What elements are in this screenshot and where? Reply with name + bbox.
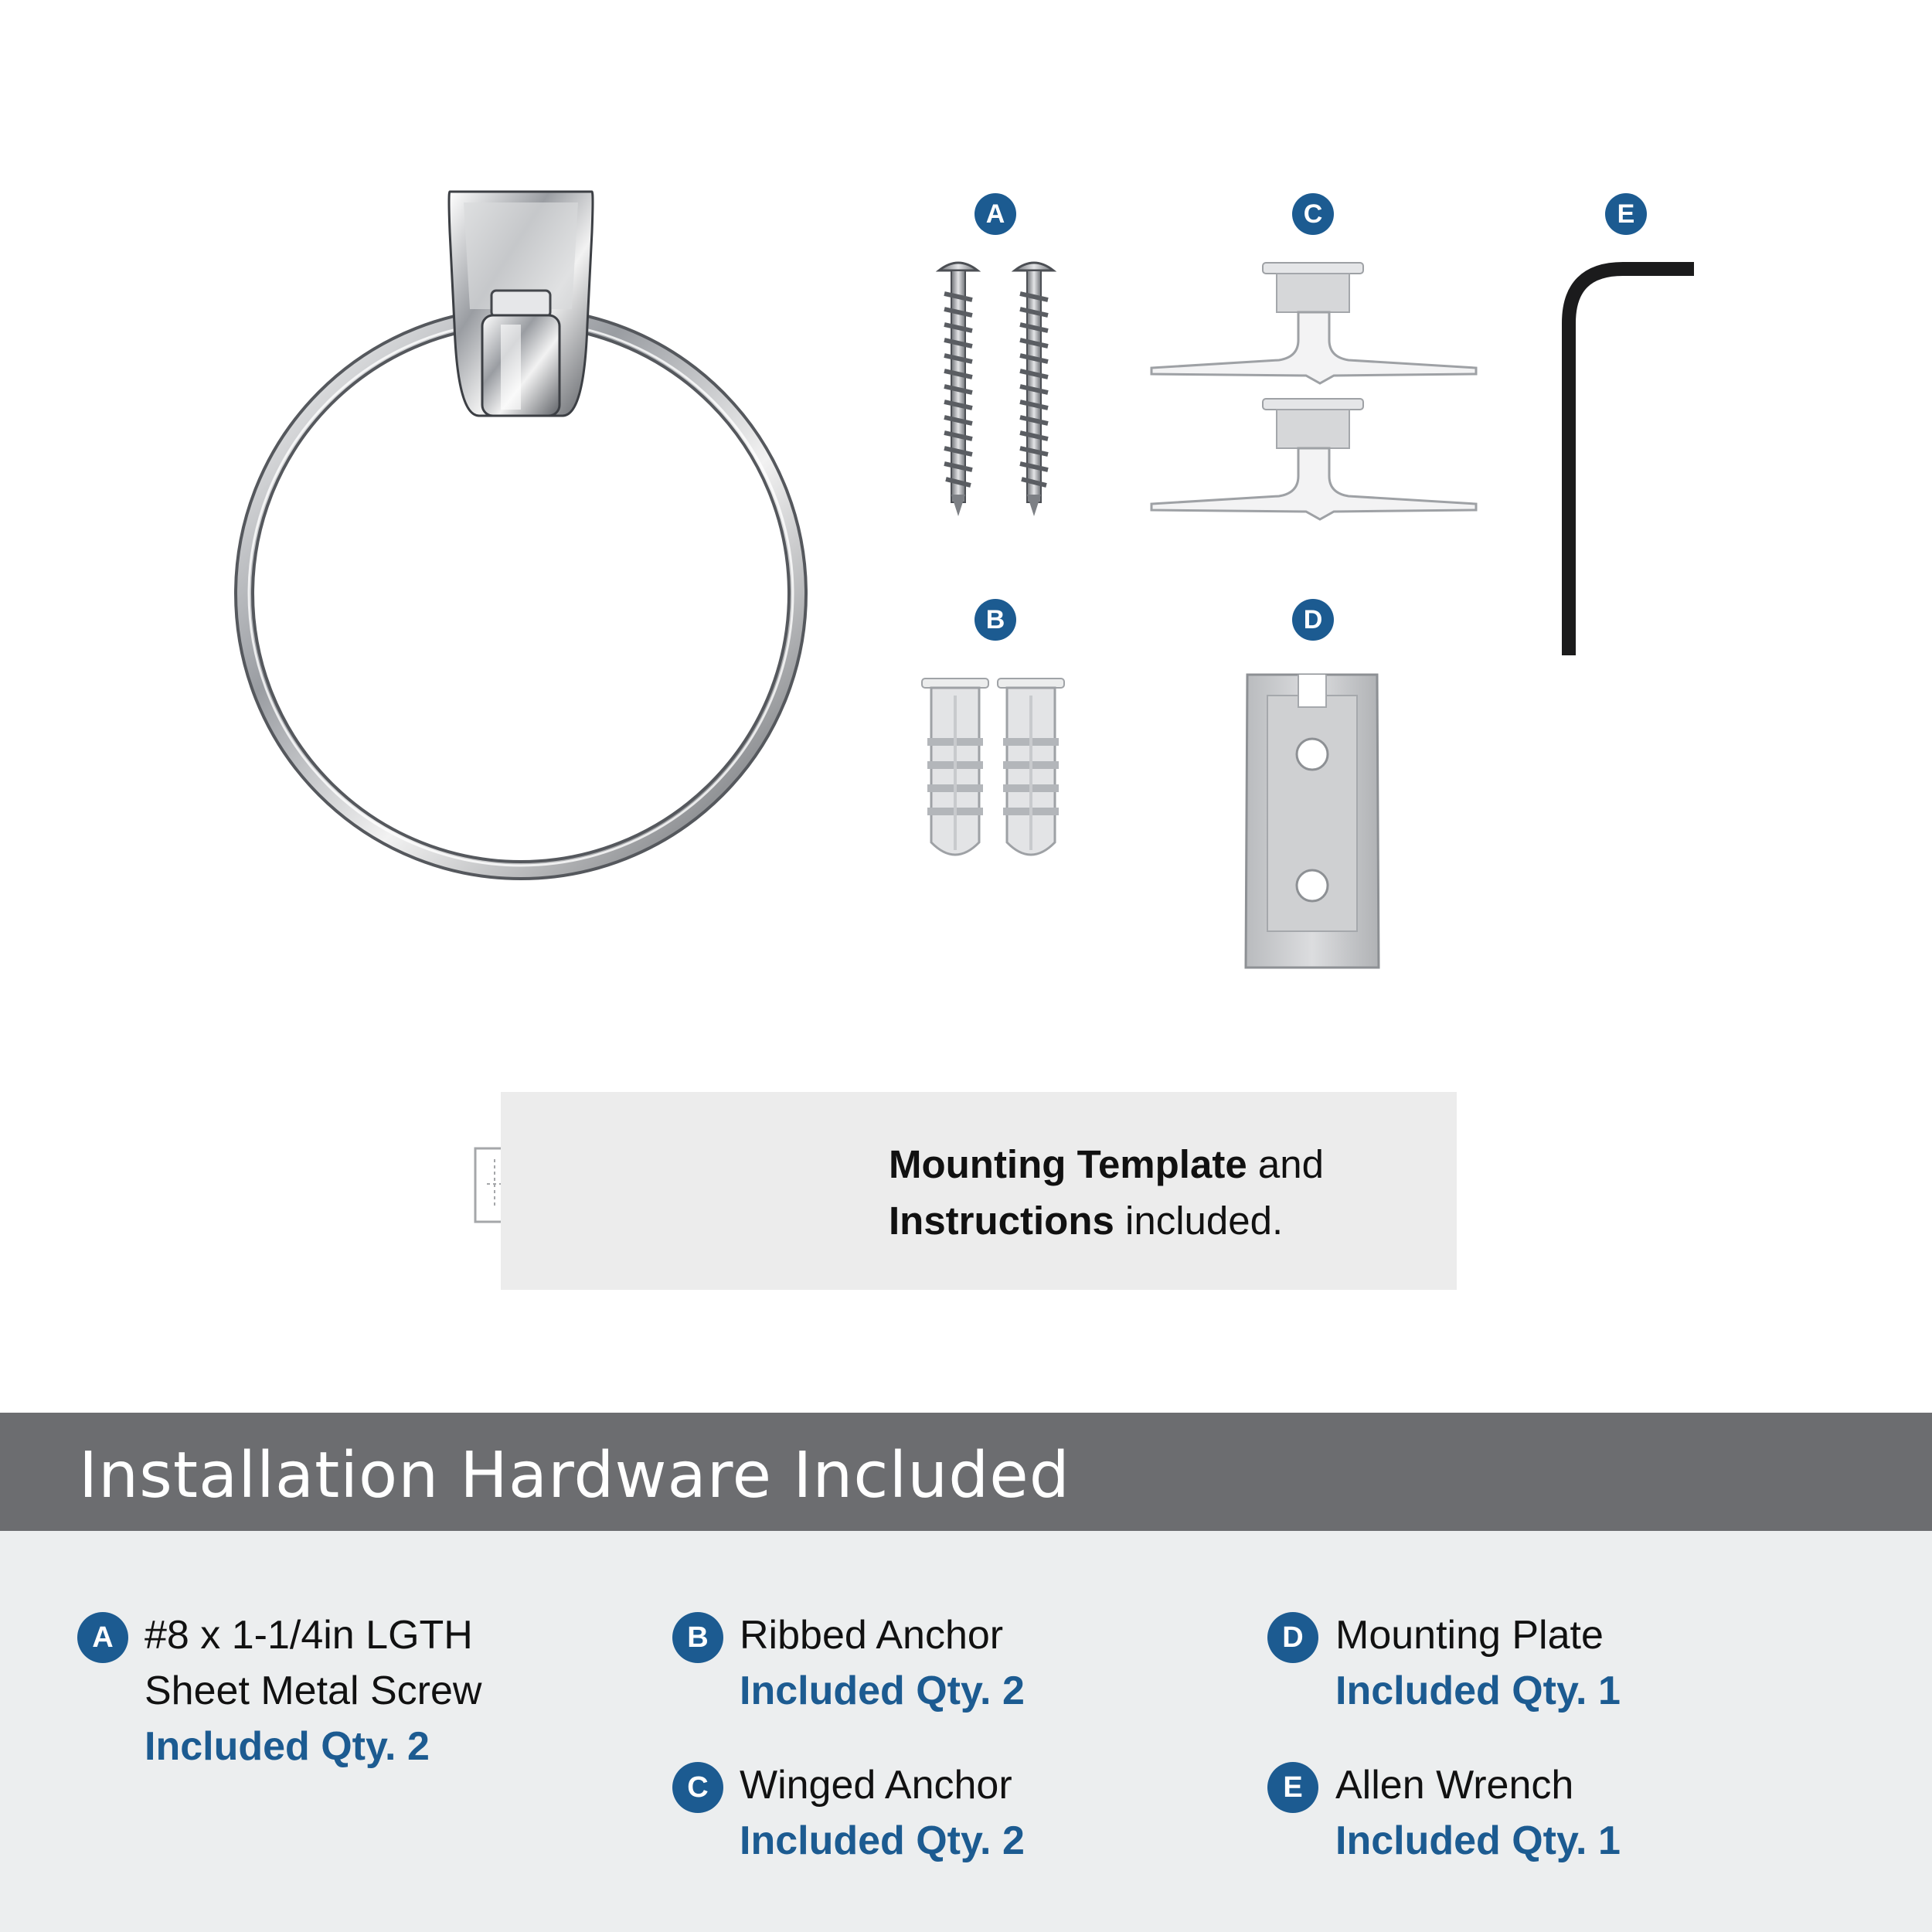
- hardware-title: Installation Hardware Included: [79, 1439, 1070, 1512]
- mounting-template-text: [889, 1136, 1445, 1249]
- note-text-2: included.: [1114, 1199, 1284, 1243]
- winged-anchor-icon: [1151, 263, 1476, 519]
- item-b: [740, 1607, 1025, 1719]
- item-d-badge: D: [1267, 1612, 1318, 1663]
- item-a-qty: Included Qty. 2: [145, 1724, 430, 1769]
- item-c-badge: C: [672, 1762, 723, 1813]
- allen-wrench-icon: [1569, 269, 1694, 655]
- towel-ring-icon: [244, 192, 798, 870]
- callout-badge-b: B: [975, 599, 1016, 641]
- mounting-plate-icon: [1246, 675, 1379, 968]
- callout-badge-d: D: [1292, 599, 1334, 641]
- item-a-name-line2: Sheet Metal Screw: [145, 1668, 482, 1713]
- item-e-badge: E: [1267, 1762, 1318, 1813]
- item-d-qty: Included Qty. 1: [1335, 1668, 1621, 1713]
- item-e-name: Allen Wrench: [1335, 1763, 1574, 1808]
- item-a-badge: A: [77, 1612, 128, 1663]
- item-d: [1335, 1607, 1621, 1719]
- item-a: [145, 1607, 481, 1774]
- item-d-name: Mounting Plate: [1335, 1613, 1604, 1658]
- callout-badge-e: E: [1605, 193, 1647, 235]
- item-e-qty: Included Qty. 1: [1335, 1818, 1621, 1863]
- item-a-name-line1: #8 x 1-1/4in LGTH: [145, 1613, 473, 1658]
- item-c-name: Winged Anchor: [740, 1763, 1012, 1808]
- item-b-qty: Included Qty. 2: [740, 1668, 1025, 1713]
- callout-badge-c: C: [1292, 193, 1334, 235]
- item-b-badge: B: [672, 1612, 723, 1663]
- screw-icon: [939, 263, 1053, 516]
- item-e: [1335, 1757, 1621, 1869]
- note-text-1: and: [1247, 1142, 1324, 1186]
- item-c-qty: Included Qty. 2: [740, 1818, 1025, 1863]
- note-bold-2: Instructions: [889, 1199, 1114, 1243]
- ribbed-anchor-icon: [922, 679, 1064, 855]
- item-c: [740, 1757, 1025, 1869]
- note-bold-1: Mounting Template: [889, 1142, 1247, 1186]
- item-b-name: Ribbed Anchor: [740, 1613, 1004, 1658]
- callout-badge-a: A: [975, 193, 1016, 235]
